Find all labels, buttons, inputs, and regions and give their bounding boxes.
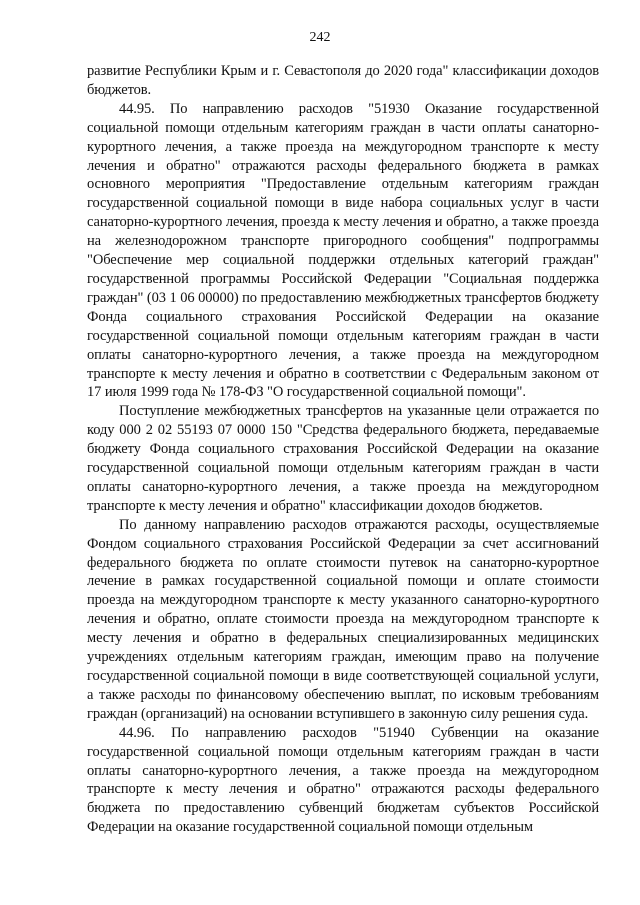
paragraph-fss-expenses: По данному направлению расходов отражаются расходы, осуществляемые Фондом социального страхования Российской Федерации за счет ассигнований федерального бюджета по оплате стоимости путевок на санаторно-курортное лечение в рамках государственной социальной помощи и оплате стоимости проезда на междугородном транспорте к месту указанного санаторно-курортного лечения и обратно, оплате стоимости проезда на междугородном транспорте к месту лечения и обратно в федеральных специализированных медицинских учреждениях отдельным категориям граждан, имеющим право на получение государственной социальной помощи в виде соответствующей социальной услуги, а также расходы по финансовому обеспечению выплат, по исковым требованиям граждан (организаций) на основании вступившего в законную силу решения суда. (87, 516, 599, 722)
document-body (87, 62, 599, 837)
paragraph-transfer-receipt: Поступление межбюджетных трансфертов на указанные цели отражается по коду 000 2 02 55193 07 0000 150 "Средства федерального бюджета, передаваемые бюджету Фонда социального страхования Российской Федерации на оказание государственной социальной помощи отдельным категориям граждан в части оплаты санаторно-курортного лечения, а также проезда на междугородном транспорте к месту лечения и обратно" классификации доходов бюджетов. (87, 403, 599, 514)
paragraph-44-96: 44.96. По направлению расходов "51940 Субвенции на оказание государственной социальной помощи отдельным категориям граждан в части оплаты санаторно-курортного лечения, а также проезда на междугородном транспорте к месту лечения и обратно" отражаются расходы федерального бюджета по предоставлению субвенций бюджетам субъектов Российской Федерации на оказание государственной социальной помощи отдельным (87, 724, 599, 836)
paragraph-44-95: 44.95. По направлению расходов "51930 Оказание государственной социальной помощи отдельным категориям граждан в части оплаты санаторно-курортного лечения, а также проезда на междугородном транспорте к месту лечения и обратно" отражаются расходы федерального бюджета в рамках основного мероприятия "Предоставление отдельным категориям граждан государственной социальной помощи в виде набора социальных услуг в части санаторно-курортного лечения, проезда к месту лечения и обратно, а также проезда на железнодорожном транспорте пригородного сообщения" подпрограммы "Обеспечение мер социальной поддержки отдельных категорий граждан" государственной программы Российской Федерации "Социальная поддержка граждан" (03 1 06 00000) по предоставлению межбюджетных трансфертов бюджету Фонда социального страхования Российской Федерации на оказание государственной социальной помощи отдельным категориям граждан в части оплаты санаторно-курортного лечения, а также проезда на междугородном транспорте к месту лечения и обратно в соответствии с Федеральным законом от 17 июля 1999 года № 178-ФЗ "О государственной социальной помощи". (87, 100, 599, 401)
page-number: 242 (309, 30, 331, 45)
paragraph-continuation: развитие Республики Крым и г. Севастополя до 2020 года" классификации доходов бюджетов. (87, 63, 599, 98)
